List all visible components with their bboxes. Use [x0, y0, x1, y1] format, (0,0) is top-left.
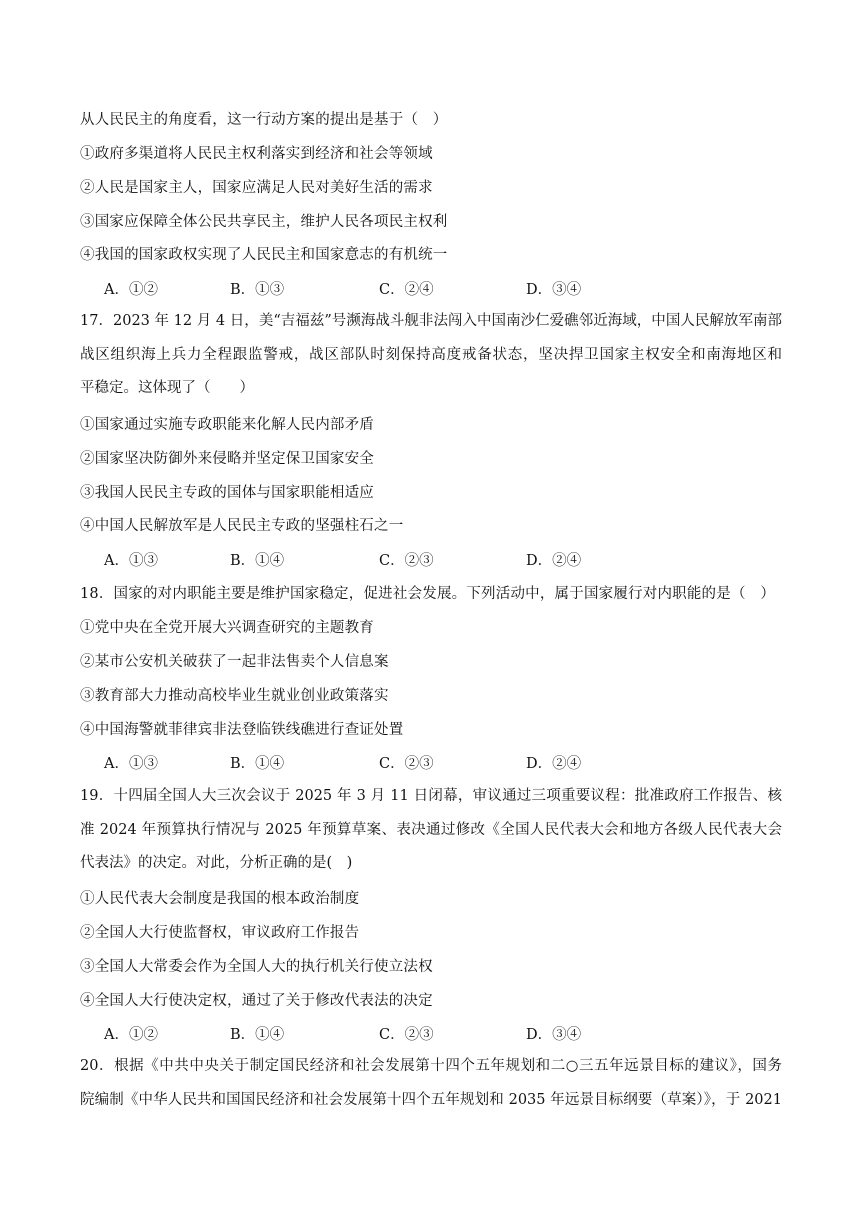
q19-stem — [80, 780, 782, 881]
q19-option-a[interactable]: A．①② — [104, 1027, 158, 1043]
q18-option-b[interactable]: B．①④ — [230, 756, 285, 772]
q19-stem-line-3: 代表法》的决定。对此，分析正确的是( ) — [80, 855, 353, 872]
q17-option-c[interactable]: C．②③ — [379, 553, 434, 569]
q16-option-b[interactable]: B．①③ — [230, 282, 285, 298]
q16-option-c[interactable]: C．②④ — [379, 282, 434, 298]
q19-stem-line-2: 准 2024 年预算执行情况与 2025 年预算草案、表决通过修改《全国人民代表大会和地方各级人民代表大会 — [80, 821, 782, 838]
q18-stem: 18．国家的对内职能主要是维护国家稳定，促进社会发展。下列活动中，属于国家履行对内职能的是（ ） — [80, 586, 776, 602]
q17-item-2: ②国家坚决防御外来侵略并坚定保卫国家安全 — [80, 451, 374, 467]
q16-item-1: ①政府多渠道将人民民主权利落实到经济和社会等领域 — [80, 146, 433, 162]
q17-option-b[interactable]: B．①④ — [230, 553, 285, 569]
q16-item-3: ③国家应保障全体公民共享民主，维护人民各项民主权利 — [80, 214, 448, 230]
q17-option-a[interactable]: A．①③ — [104, 553, 158, 569]
q17-stem-line-1: 17．2023 年 12 月 4 日，美“吉福兹”号濒海战斗舰非法闯入中国南沙仁爱礁邻近海域，中国人民解放军南部 — [80, 313, 782, 329]
q20-stem-line-2: 院编制《中华人民共和国国民经济和社会发展第十四个五年规划和 2035 年远景目标纲要（草案）》，于 2021 — [80, 1091, 782, 1108]
q16-option-a[interactable]: A．①② — [104, 282, 158, 298]
q17-item-1: ①国家通过实施专政职能来化解人民内部矛盾 — [80, 417, 374, 433]
q19-option-b[interactable]: B．①④ — [230, 1027, 285, 1043]
q19-item-3: ③全国人大常委会作为全国人大的执行机关行使立法权 — [80, 959, 433, 975]
q19-item-1: ①人民代表大会制度是我国的根本政治制度 — [80, 891, 360, 907]
q17-option-d[interactable]: D．②④ — [526, 553, 582, 569]
q17-item-3: ③我国人民民主专政的国体与国家职能相适应 — [80, 485, 374, 501]
q17-stem-line-2: 战区组织海上兵力全程跟监警戒，战区部队时刻保持高度戒备状态，坚决捍卫国家主权安全和南海地区和 — [80, 346, 782, 363]
q19-option-d[interactable]: D．③④ — [526, 1027, 582, 1043]
q16-stem-tail: 从人民民主的角度看，这一行动方案的提出是基于（ ） — [80, 112, 448, 128]
q18-item-2: ②某市公安机关破获了一起非法售卖个人信息案 — [80, 654, 389, 670]
q20-stem-line-1: 20．根据《中共中央关于制定国民经济和社会发展第十四个五年规划和二○三五年远景目标的建议》，国务 — [80, 1058, 782, 1074]
q18-option-a[interactable]: A．①③ — [104, 756, 158, 772]
q18-item-3: ③教育部大力推动高校毕业生就业创业政策落实 — [80, 688, 389, 704]
q19-stem-line-1: 19．十四届全国人大三次会议于 2025 年 3 月 11 日闭幕，审议通过三项重要议程：批准政府工作报告、核 — [80, 788, 782, 804]
q16-option-d[interactable]: D．③④ — [526, 282, 582, 298]
q18-option-c[interactable]: C．②③ — [379, 756, 434, 772]
q17-stem-line-3: 平稳定。这体现了（ ） — [80, 380, 254, 397]
q16-item-2: ②人民是国家主人，国家应满足人民对美好生活的需求 — [80, 180, 433, 196]
q18-item-4: ④中国海警就菲律宾非法登临铁线礁进行查证处置 — [80, 722, 404, 738]
q18-option-d[interactable]: D．②④ — [526, 756, 582, 772]
q17-stem — [80, 305, 782, 406]
q17-item-4: ④中国人民解放军是人民民主专政的坚强柱石之一 — [80, 518, 404, 534]
q19-item-2: ②全国人大行使监督权，审议政府工作报告 — [80, 925, 360, 941]
q16-item-4: ④我国的国家政权实现了人民民主和国家意志的有机统一 — [80, 247, 448, 263]
q19-item-4: ④全国人大行使决定权，通过了关于修改代表法的决定 — [80, 993, 433, 1009]
q18-item-1: ①党中央在全党开展大兴调查研究的主题教育 — [80, 620, 374, 636]
q20-stem — [80, 1050, 782, 1117]
q19-option-c[interactable]: C．②③ — [379, 1027, 434, 1043]
